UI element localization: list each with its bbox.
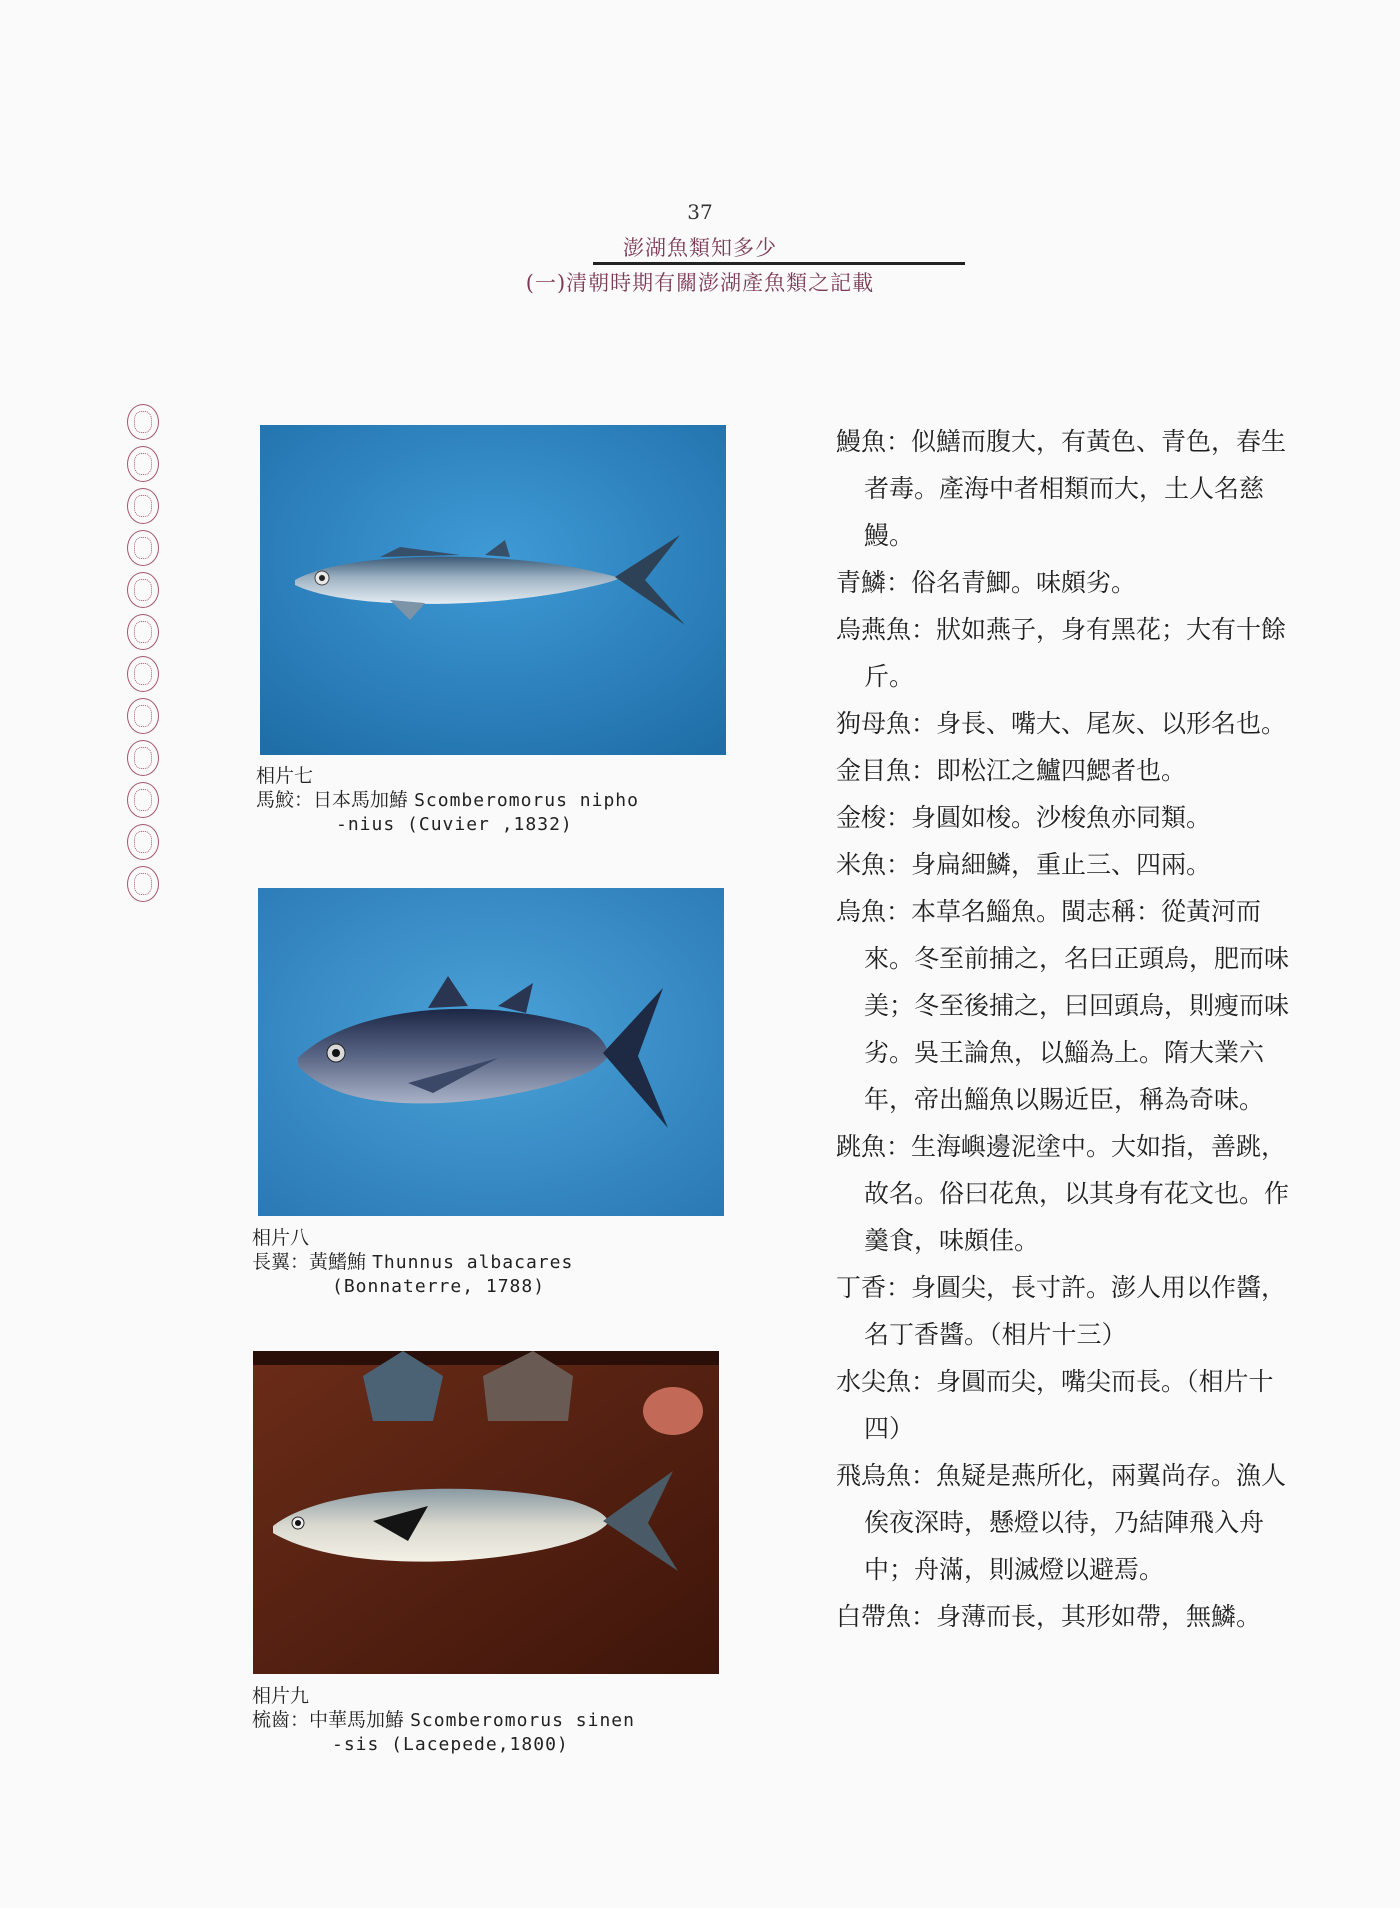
photo-8-label: 相片八: [252, 1227, 310, 1249]
photo-7-author: -nius (Cuvier ,1832): [336, 814, 573, 835]
entry-anchovy: 丁香：身圓尖，長寸許。澎人用以作醬，名丁香醬。（相片十三）: [836, 1273, 1287, 1349]
entry-gold-eye-fish: 金目魚：即松江之鱸四鰓者也。: [836, 756, 1187, 785]
entry-hairtail: 白帶魚：身薄而長，其形如帶，無鱗。: [836, 1602, 1262, 1631]
header-rule: [593, 262, 965, 265]
entry-mullet: 烏魚：本草名鯔魚。閩志稱：從黃河而來。冬至前捕之，名曰正頭烏，肥而味美；冬至後捕之，曰回頭烏，則瘦而味劣。吳王論魚，以鯔為上。隋大業六年，帝出鯔魚以賜近臣，稱為奇味。: [836, 897, 1290, 1114]
entry-black-swallow-fish: 烏燕魚：狀如燕子，身有黑花；大有十餘斤。: [836, 615, 1287, 691]
seal-stamp-icon: [127, 614, 159, 650]
entry-flying-fish: 飛烏魚：魚疑是燕所化，兩翼尚存。漁人俟夜深時，懸燈以待，乃結陣飛入舟中；舟滿，則滅燈以避焉。: [836, 1461, 1287, 1584]
seal-stamp-icon: [127, 404, 159, 440]
seal-stamp-icon: [127, 446, 159, 482]
seal-stamp-icon: [127, 866, 159, 902]
entry-lizardfish: 狗母魚：身長、嘴大、尾灰、以形名也。: [836, 709, 1287, 738]
entry-needlefish: 水尖魚：身圓而尖，嘴尖而長。（相片十四）: [836, 1367, 1274, 1443]
seal-stamp-icon: [127, 698, 159, 734]
seal-stamp-icon: [127, 824, 159, 860]
photo-8-caption: [252, 1226, 573, 1299]
entry-herring: 青鱗：俗名青鯽。味頗劣。: [836, 568, 1137, 597]
photo-9-common-name: 梳齒：中華馬加鰆: [252, 1709, 405, 1731]
seal-stamp-icon: [127, 782, 159, 818]
photo-8-common-name: 長翼：黃鰭鮪: [252, 1251, 367, 1273]
photo-9-scientific-name: Scomberomorus sinen: [410, 1710, 635, 1731]
page-number: 37: [687, 200, 713, 224]
decorative-seal-column: [126, 404, 162, 908]
entry-eel: 鰻魚：似鱔而腹大，有黃色、青色，春生者毒。產海中者相類而大，土人名慈鰻。: [836, 427, 1287, 550]
section-title: (一)清朝時期有關澎湖產魚類之記載: [525, 271, 875, 295]
seal-stamp-icon: [127, 656, 159, 692]
book-title: 澎湖魚類知多少: [623, 236, 777, 260]
photo-9-label: 相片九: [252, 1685, 310, 1707]
photo-9-caption: [252, 1684, 635, 1757]
seal-stamp-icon: [127, 740, 159, 776]
fish-entries: [836, 418, 1296, 1640]
photo-8-scientific-name: Thunnus albacares: [372, 1252, 574, 1273]
photo-7-king-mackerel: [260, 425, 726, 755]
seal-stamp-icon: [127, 530, 159, 566]
seal-stamp-icon: [127, 488, 159, 524]
photo-7-caption: [256, 764, 639, 837]
photo-8-author: (Bonnaterre, 1788): [332, 1276, 546, 1297]
photo-9-author: -sis (Lacepede,1800): [332, 1734, 569, 1755]
entry-rice-fish: 米魚：身扁細鱗，重止三、四兩。: [836, 850, 1212, 879]
entry-mudskipper: 跳魚：生海嶼邊泥塗中。大如指，善跳，故名。俗曰花魚，以其身有花文也。作羹食，味頗佳。: [836, 1132, 1290, 1255]
entry-golden-shuttle: 金梭：身圓如梭。沙梭魚亦同類。: [836, 803, 1212, 832]
photo-7-scientific-name: Scomberomorus nipho: [414, 790, 639, 811]
photo-8-yellowfin-tuna: [258, 888, 724, 1216]
photo-7-common-name: 馬鮫：日本馬加鰆: [256, 789, 409, 811]
photo-9-chinese-mackerel: [253, 1351, 719, 1674]
seal-stamp-icon: [127, 572, 159, 608]
photo-7-label: 相片七: [256, 765, 314, 787]
